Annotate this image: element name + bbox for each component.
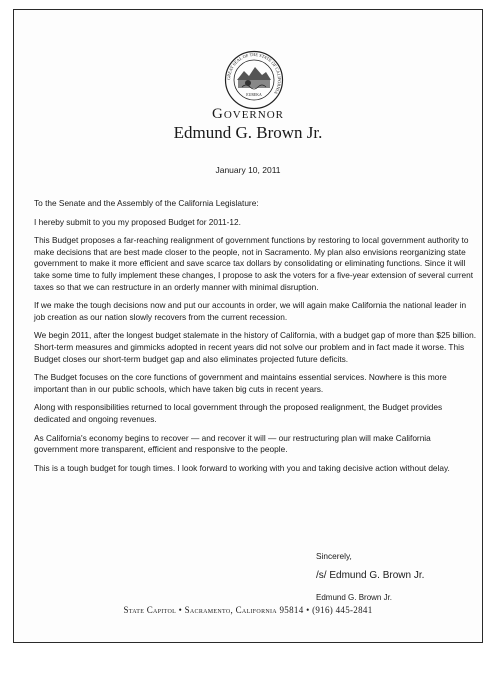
state-seal-icon xyxy=(224,50,284,110)
paragraph-6: Along with responsibilities returned to local government through the proposed realignment, the Budget provides dedicated and ongoing revenues. xyxy=(34,402,443,424)
footer-zip: 95814 xyxy=(279,605,304,615)
paragraph-1: I hereby submit to you my proposed Budget for 2011-12. xyxy=(34,216,241,227)
letterhead-footer xyxy=(14,605,482,615)
footer-phone: • (916) 445-2841 xyxy=(306,605,373,615)
governor-name: Edmund G. Brown Jr. xyxy=(173,123,323,142)
paragraph-4: We begin 2011, after the longest budget stalemate in the history of California, with a budget gap of more than $25 billion. Short-term measures and gimmicks adopted in recent years did not solve our problem and in fact made it worse. This Budget closes our short-term budget gap and also eliminates projected future deficits. xyxy=(34,330,477,364)
seal-ring-text: GREAT SEAL OF THE STATE OF CALIFORNIA xyxy=(225,51,283,96)
letter-body xyxy=(34,198,476,481)
salutation: Sincerely, xyxy=(316,551,352,561)
letter-date: January 10, 2011 xyxy=(215,165,281,175)
governor-title: Governor xyxy=(211,106,284,122)
paragraph-5: The Budget focuses on the core functions of government and maintains essential services. Nowhere is this more important than in our public schools, which have taken big cuts in recent years. xyxy=(34,372,447,394)
letter-page xyxy=(13,9,483,643)
signature: /s/ Edmund G. Brown Jr. xyxy=(316,570,425,581)
letter-address: To the Senate and the Assembly of the California Legislature: xyxy=(34,198,259,208)
typed-name: Edmund G. Brown Jr. xyxy=(316,593,393,602)
paragraph-7: As California's economy begins to recover — and recover it will — our restructuring plan will make California government more transparent, efficient and responsive to the people. xyxy=(34,432,431,455)
seal-motto: EUREKA xyxy=(246,93,262,97)
paragraph-3: If we make the tough decisions now and put our accounts in order, we will again make California the national leader in job creation as our nation slowly recovers from the current recession. xyxy=(34,300,467,322)
letter-closing xyxy=(316,551,424,602)
paragraph-2: This Budget proposes a far-reaching realignment of government functions by restoring to local government authority to make decisions that are best made closer to the people, not in Sacramento. My plan also envisions reorganizing state government to make it more efficient and save scarce tax dollars by consolidating or eliminating functions. Since it will take some time to fully implement these changes, I propose to ask the voters for a five-year extension of several current taxes so that we can restructure in an orderly manner with minimal disruption. xyxy=(34,235,474,292)
paragraph-8: This is a tough budget for tough times. I look forward to working with you and taking decisive action without delay. xyxy=(34,462,450,473)
footer-address: State Capitol • Sacramento, California xyxy=(123,605,277,615)
